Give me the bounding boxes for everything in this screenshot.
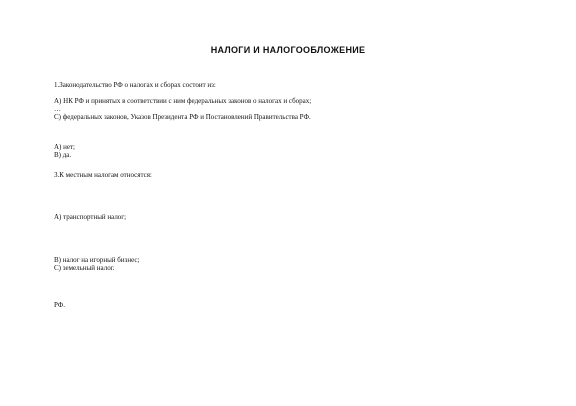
question-4-answer-a: А) транспортный налог; [54, 213, 127, 221]
question-6 [54, 293, 524, 309]
question-2 [54, 127, 524, 159]
question-2-answer-b: В) да. [54, 151, 72, 159]
question-1-answer-a: А) НК РФ и принятых в соответствии с ним федеральных законов о налогах и сборах; [54, 97, 312, 105]
document-title: НАЛОГИ И НАЛОГООБЛОЖЕНИЕ [210, 45, 366, 55]
question-4 [54, 205, 524, 221]
question-2-answer-a: А) нет; [54, 143, 75, 151]
question-2-text-cont [54, 127, 524, 135]
question-1-answer-c: С) федеральных законов, Указов Президента РФ и Постановлений Правительства РФ. [54, 113, 311, 121]
question-5 [54, 248, 524, 272]
question-5-answer-b: В) налог на игорный бизнес; [54, 256, 140, 264]
question-3 [54, 171, 524, 187]
question-1-text: 1.Законодательство РФ о налогах и сборах состоит из: [54, 81, 216, 89]
question-3-text: 3.К местным налогам относятся: [54, 171, 152, 179]
question-5-answer-c: С) земельный налог. [54, 264, 115, 272]
question-1 [54, 81, 524, 121]
question-6-answer-c-line-2: РФ. [54, 301, 66, 309]
question-1-answer-b: … [54, 105, 61, 113]
